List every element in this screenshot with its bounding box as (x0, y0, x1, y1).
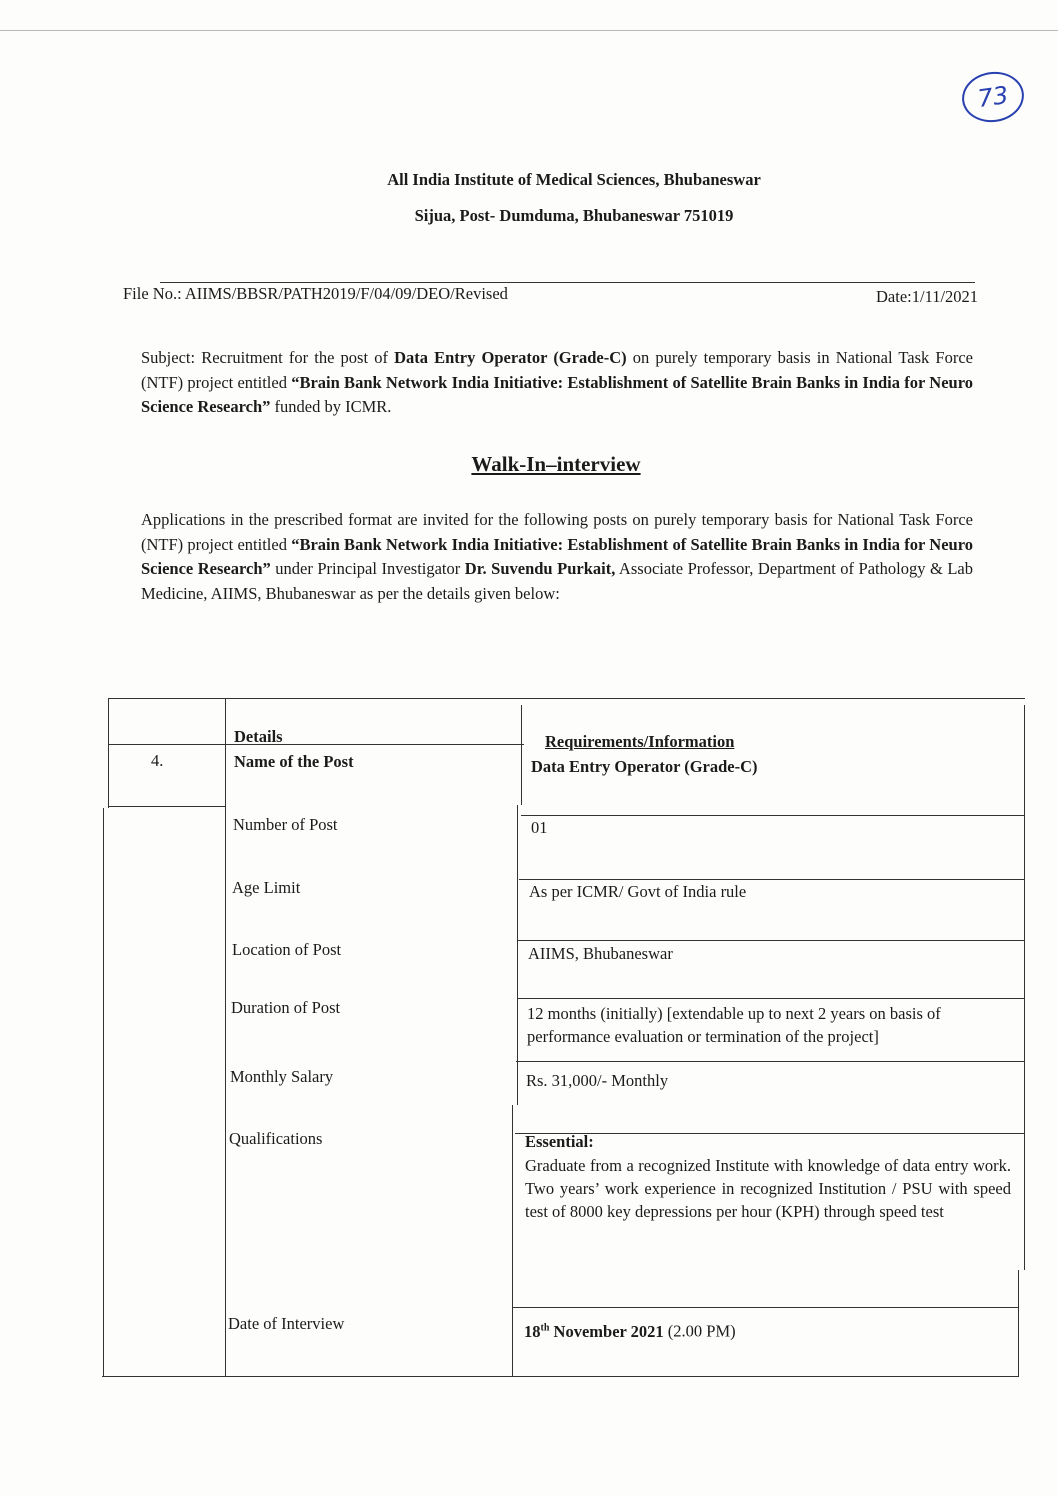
row-value-duration-of-post: 12 months (initially) [extendable up to next 2 years on basis of performance evaluation or termination of the project] (527, 1004, 941, 1046)
table-serial-number: 4. (151, 751, 164, 770)
table-top-border (108, 698, 1025, 699)
row-label-qualifications: Qualifications (229, 1129, 323, 1148)
intro-paragraph: Applications in the prescribed format are invited for the following posts on purely temporary basis for National Task Force (NTF) project entitled “Brain Bank Network India Initiative: Establishment of Satellite Brain Banks in India for Neuro Science Research” under Principal Investigator Dr. Suvendu Purkait, Associate Professor, Department of Pathology & Lab Medicine, AIIMS, Bhubaneswar as per the details given below: (141, 510, 973, 603)
scan-edge-line (0, 30, 1058, 31)
document-date: Date:1/11/2021 (876, 287, 979, 306)
row-label-date-of-interview: Date of Interview (228, 1314, 345, 1333)
row-label-monthly-salary: Monthly Salary (230, 1067, 334, 1086)
table-col-divider-2-mid (517, 805, 518, 1105)
row-label-duration-of-post: Duration of Post (231, 998, 341, 1017)
row-label-number-of-post: Number of Post (233, 815, 338, 834)
table-left-border-bottom (103, 808, 104, 1376)
intro-project: “Brain Bank Network India Initiative: Establishment of Satellite Brain Banks in India for Neuro Science Research” (141, 534, 973, 578)
row-value-name-of-post: Data Entry Operator (Grade-C) (531, 757, 758, 776)
row-value-location-of-post: AIIMS, Bhubaneswar (528, 944, 673, 963)
table-row-rule (517, 998, 1024, 999)
file-number: File No.: AIIMS/BBSR/PATH2019/F/04/09/DEO/Revised (123, 284, 508, 303)
table-row-rule (516, 1061, 1024, 1062)
table-left-border-top (108, 698, 109, 808)
table-row-rule (513, 1307, 1019, 1308)
table-col-divider-1 (225, 698, 226, 1376)
table-header-details: Details (234, 727, 283, 746)
subject-paragraph: Subject: Recruitment for the post of Data Entry Operator (Grade-C) on purely temporary basis in National Task Force (NTF) project entitled “Brain Bank Network India Initiative: Establishment of Satellite Brain Banks in India for Neuro Science Research” funded by ICMR. (141, 348, 973, 416)
row-value-date-of-interview: 18th November 2021 (2.00 PM) (524, 1321, 736, 1341)
table-header-rule (108, 744, 524, 745)
row-value-age-limit: As per ICMR/ Govt of India rule (529, 882, 747, 901)
institute-address: Sijua, Post- Dumduma, Bhubaneswar 751019 (414, 206, 734, 225)
row-label-name-of-post: Name of the Post (234, 752, 354, 771)
table-row-rule (521, 815, 1024, 816)
handwritten-page-number: 73 (959, 68, 1027, 126)
table-row-rule (518, 940, 1024, 941)
institute-name: All India Institute of Medical Sciences, Bhubaneswar (387, 170, 761, 189)
table-right-border (1024, 705, 1025, 1270)
table-serial-rule (108, 806, 225, 807)
table-right-border-bottom (1018, 1270, 1019, 1376)
row-value-number-of-post: 01 (531, 818, 548, 837)
table-header-requirements: Requirements/Information (545, 732, 735, 751)
header-divider (160, 282, 975, 283)
row-label-age-limit: Age Limit (232, 878, 301, 897)
row-value-monthly-salary: Rs. 31,000/- Monthly (526, 1071, 669, 1090)
table-col-divider-2-top (521, 705, 522, 805)
table-col-divider-2-bottom (512, 1105, 513, 1376)
page-heading: Walk-In–interview (471, 452, 641, 476)
row-value-qualifications-title: Essential: (525, 1132, 594, 1151)
row-value-qualifications: Graduate from a recognized Institute with knowledge of data entry work. Two years’ work experience in recognized Institution / PSU with speed test of 8000 key depressions per hour (KPH) through speed test (525, 1156, 1011, 1221)
subject-project: “Brain Bank Network India Initiative: Establishment of Satellite Brain Banks in India for Neuro Science Research” (141, 372, 973, 416)
principal-investigator: Dr. Suvendu Purkait, (464, 559, 616, 578)
table-bottom-border (102, 1376, 1019, 1377)
subject-post: Data Entry Operator (Grade-C) (394, 348, 627, 367)
row-label-location-of-post: Location of Post (232, 940, 342, 959)
